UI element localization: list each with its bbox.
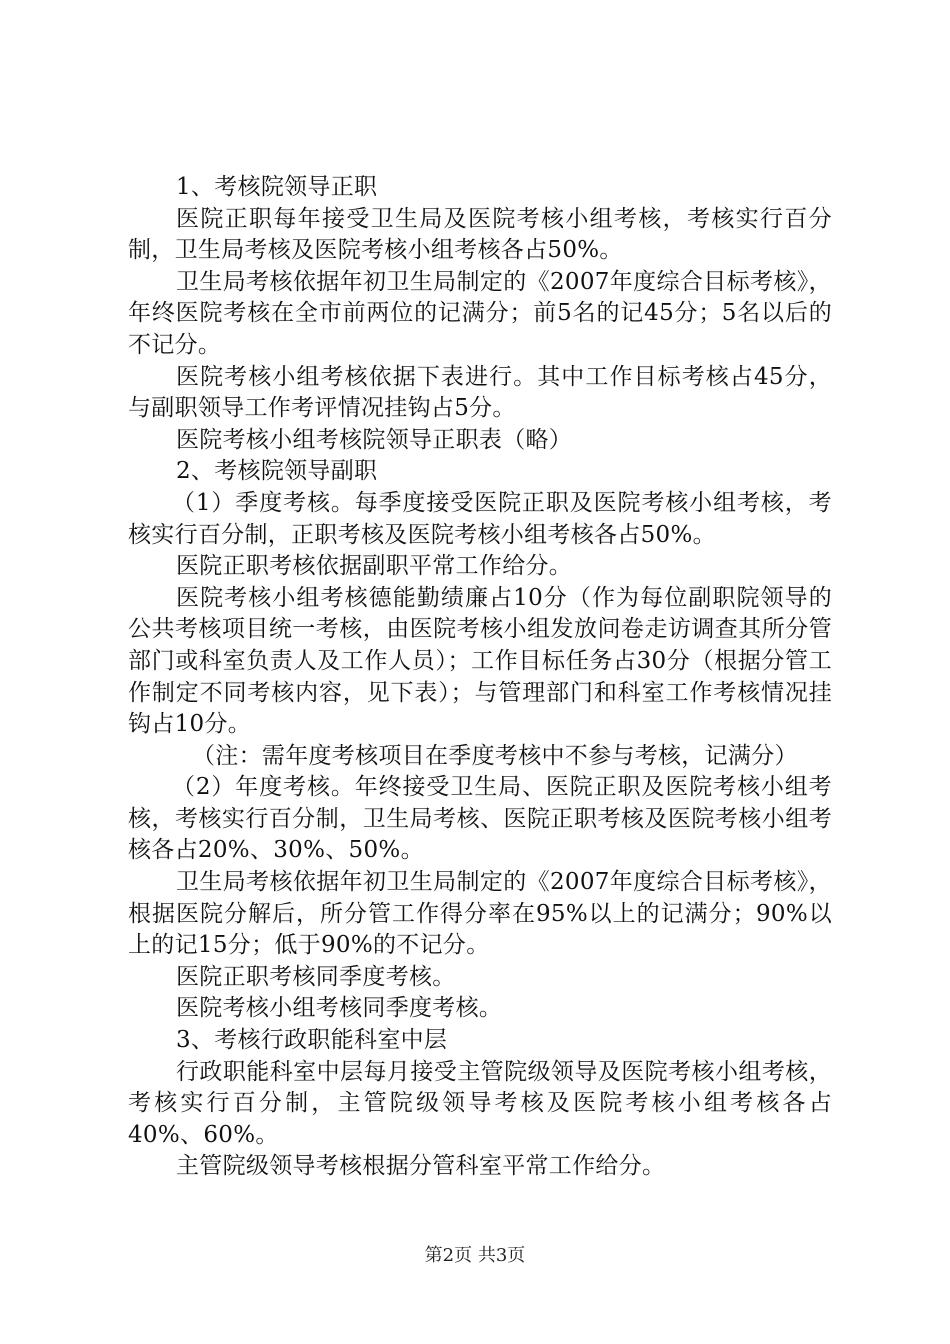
paragraph: 医院正职考核同季度考核。 bbox=[176, 963, 456, 990]
note-paragraph: （注：需年度考核项目在季度考核中不参与考核，记满分） bbox=[192, 742, 798, 769]
paragraph: 医院考核小组考核同季度考核。 bbox=[176, 995, 503, 1022]
section-heading-2: 2、考核院领导副职 bbox=[176, 458, 378, 485]
paragraph: 医院考核小组考核院领导正职表（略） bbox=[176, 426, 573, 453]
paragraph: 医院正职考核依据副职平常工作给分。 bbox=[176, 553, 573, 580]
paragraph: 行政职能科室中层每月接受主管院级领导及医院考核小组考核，考核实行百分制，主管院级领导考核及医院考核小组考核各占40%、60%。 bbox=[128, 1058, 832, 1148]
paragraph: 卫生局考核依据年初卫生局制定的《2007年度综合目标考核》，根据医院分解后，所分管工作得分率在95%以上的记满分；90%以上的记15分；低于90%的不记分。 bbox=[128, 869, 832, 959]
document-body bbox=[128, 172, 832, 1183]
section-heading-3: 3、考核行政职能科室中层 bbox=[176, 1027, 448, 1054]
section-heading-1: 1、考核院领导正职 bbox=[176, 174, 378, 200]
paragraph: 医院正职每年接受卫生局及医院考核小组考核，考核实行百分制，卫生局考核及医院考核小组考核各占50%。 bbox=[128, 205, 832, 264]
paragraph: （2）年度考核。年终接受卫生局、医院正职及医院考核小组考核，考核实行百分制，卫生局考核、医院正职考核及医院考核小组考核各占20%、30%、50%。 bbox=[128, 774, 832, 864]
paragraph: （1）季度考核。每季度接受医院正职及医院考核小组考核，考核实行百分制，正职考核及医院考核小组考核各占50%。 bbox=[128, 489, 832, 548]
paragraph: 卫生局考核依据年初卫生局制定的《2007年度综合目标考核》，年终医院考核在全市前两位的记满分；前5名的记45分；5名以后的不记分。 bbox=[128, 268, 832, 358]
paragraph: 医院考核小组考核依据下表进行。其中工作目标考核占45分，与副职领导工作考评情况挂钩占5分。 bbox=[128, 363, 832, 422]
paragraph: 主管院级领导考核根据分管科室平常工作给分。 bbox=[176, 1153, 666, 1180]
paragraph: 医院考核小组考核德能勤绩廉占10分（作为每位副职院领导的公共考核项目统一考核，由医院考核小组发放问卷走访调查其所分管部门或科室负责人及工作人员）；工作目标任务占30分（根据分管工作制定不同考核内容，见下表）；与管理部门和科室工作考核情况挂钩占10分。 bbox=[128, 584, 832, 738]
page-number-footer: 第2页 共3页 bbox=[424, 1245, 526, 1266]
